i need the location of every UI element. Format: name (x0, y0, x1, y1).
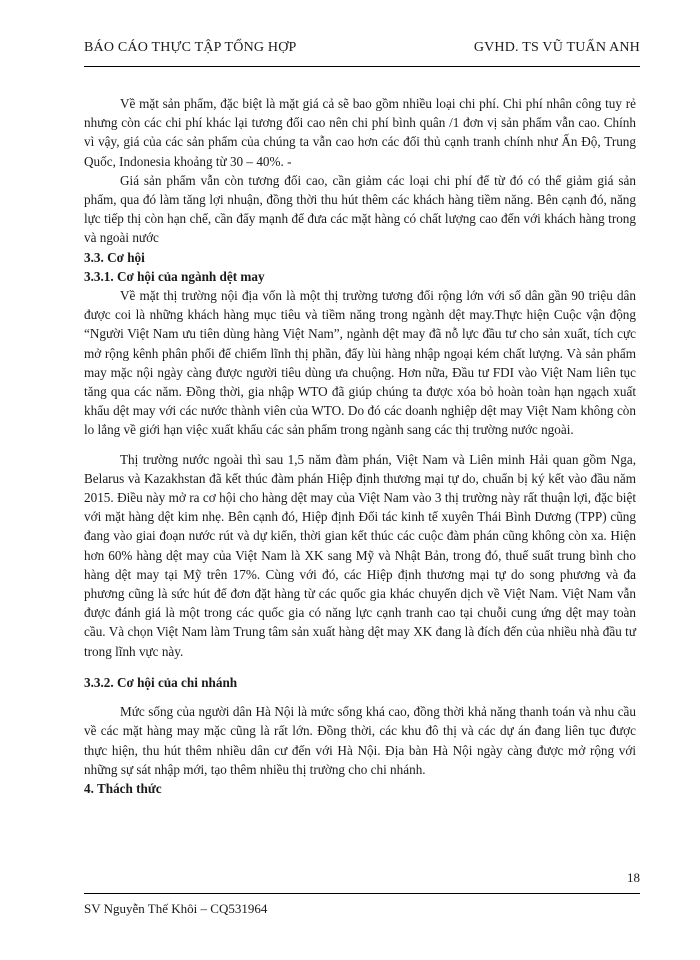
supervisor-label: GVHD. TS VŨ TUẤN ANH (473, 40, 640, 55)
paragraph-foreign-market: Thị trường nước ngoài thì sau 1,5 năm đàm phán, Việt Nam và Liên minh Hải quan gồm Nga, Belarus và Kazakhstan đã kết thúc đàm phán Hiệp định thương mại tự do, chuẩn bị ký kết vào đầu năm 2015. Điều này mở ra cơ hội cho hàng dệt may của Việt Nam vào 3 thị trường này rất thuận lợi, đặc biệt với mặt hàng dệt kim nhẹ. Bên cạnh đó, Hiệp định Đối tác kinh tế xuyên Thái Bình Dương (TPP) cũng đang vào giai đoạn nước rút và dự kiến, thời gian kết thúc các cuộc đàm phán cũng không còn xa. Hiện hơn 60% hàng dệt may của Việt Nam là XK sang Mỹ và Nhật Bản, trong đó, thuế suất trung bình cho hàng dệt may tại Mỹ trên 17%. Cùng với đó, các Hiệp định thương mại tự do song phương và đa phương cũng là sức hút để đơn đặt hàng từ các quốc gia khác chuyển dịch về Việt Nam. Việt Nam vẫn được đánh giá là một trong các quốc gia có năng lực cạnh tranh cao tại chuỗi cung ứng dệt may toàn cầu. Và chọn Việt Nam làm Trung tâm sản xuất hàng dệt may XK đang là đích đến của nhiều nhà đầu tư trong lĩnh vực này. (84, 451, 636, 659)
paragraph-product-cost: Về mặt sản phẩm, đặc biệt là mặt giá cả sẽ bao gồm nhiều loại chi phí. Chi phí nhân công tuy rẻ nhưng còn các chi phí khác lại tương đối cao nên chi phí bình quân /1 đơn vị sản phẩm vẫn cao. Chính vì vậy, giá của các sản phẩm của chúng ta vẫn cao hơn các đối thủ cạnh tranh chính như Ấn Độ, Trung Quốc, Indonesia khoảng từ 30 – 40%. - (84, 96, 636, 169)
paragraph-domestic-market: Về mặt thị trường nội địa vốn là một thị trường tương đối rộng lớn với số dân gần 90 triệu dân được coi là những khách hàng mục tiêu và tiềm năng trong ngành dệt may.Thực hiện Cuộc vận động “Người Việt Nam ưu tiên dùng hàng Việt Nam”, ngành dệt may đã nỗ lực đầu tư cho sản xuất, tích cực mở rộng kênh phân phối để chiếm lĩnh thị phần, đẩy lùi hàng nhập ngoại kém chất lượng. Và sản phẩm may mặc nội ngày càng được người tiêu dùng ưa chuộng. Hơn nữa, Đầu tư FDI vào Việt Nam liên tục tăng qua các năm. Đồng thời, gia nhập WTO đã giúp chúng ta được xóa bỏ hoàn toàn hạn ngạch xuất khẩu dệt may với các nước thành viên của WTO. Do đó các doanh nghiệp dệt may Việt Nam không còn lo lắng về giới hạn việc xuất khẩu các sản phẩm trong ngành sang các thị trường nước ngoài. (84, 288, 636, 438)
header-divider (84, 66, 640, 67)
subsection-heading-branch-opportunities: 3.3.2. Cơ hội của chi nhánh (84, 674, 238, 690)
section-heading-challenges: 4. Thách thức (84, 780, 162, 796)
section-heading-opportunities: 3.3. Cơ hội (84, 249, 145, 265)
page-header (84, 40, 640, 66)
page-body (84, 94, 636, 798)
report-title: BÁO CÁO THỰC TẬP TỔNG HỢP (84, 40, 297, 55)
author-label: SV Nguyễn Thế Khôi – CQ531964 (84, 901, 268, 916)
footer-divider (84, 893, 640, 894)
paragraph-price-reduction: Giá sản phẩm vẫn còn tương đối cao, cần giảm các loại chi phí để từ đó có thể giảm giá sản phẩm, qua đó làm tăng lợi nhuận, đồng thời thu hút thêm các khách hàng tiềm năng. Bên cạnh đó, năng lực tiếp thị còn hạn chế, cần đẩy mạnh để đưa các mặt hàng có chất lượng cao đến với khách hàng trong và ngoài nước (84, 172, 636, 246)
subsection-heading-textile-opportunities: 3.3.1. Cơ hội của ngành dệt may (84, 268, 265, 284)
page-number: 18 (627, 870, 640, 885)
paragraph-branch: Mức sống của người dân Hà Nội là mức sống khá cao, đồng thời khả năng thanh toán và nhu cầu về các mặt hàng may mặc cũng là rất lớn. Đồng thời, các khu đô thị và các dự án đang liên tục được thực hiện, thu hút thêm nhiều dân cư đến với Hà Nội. Địa bàn Hà Nội ngày càng được mở rộng với những sự sát nhập mới, tạo thêm nhiều thị trường cho chi nhánh. (84, 704, 636, 777)
